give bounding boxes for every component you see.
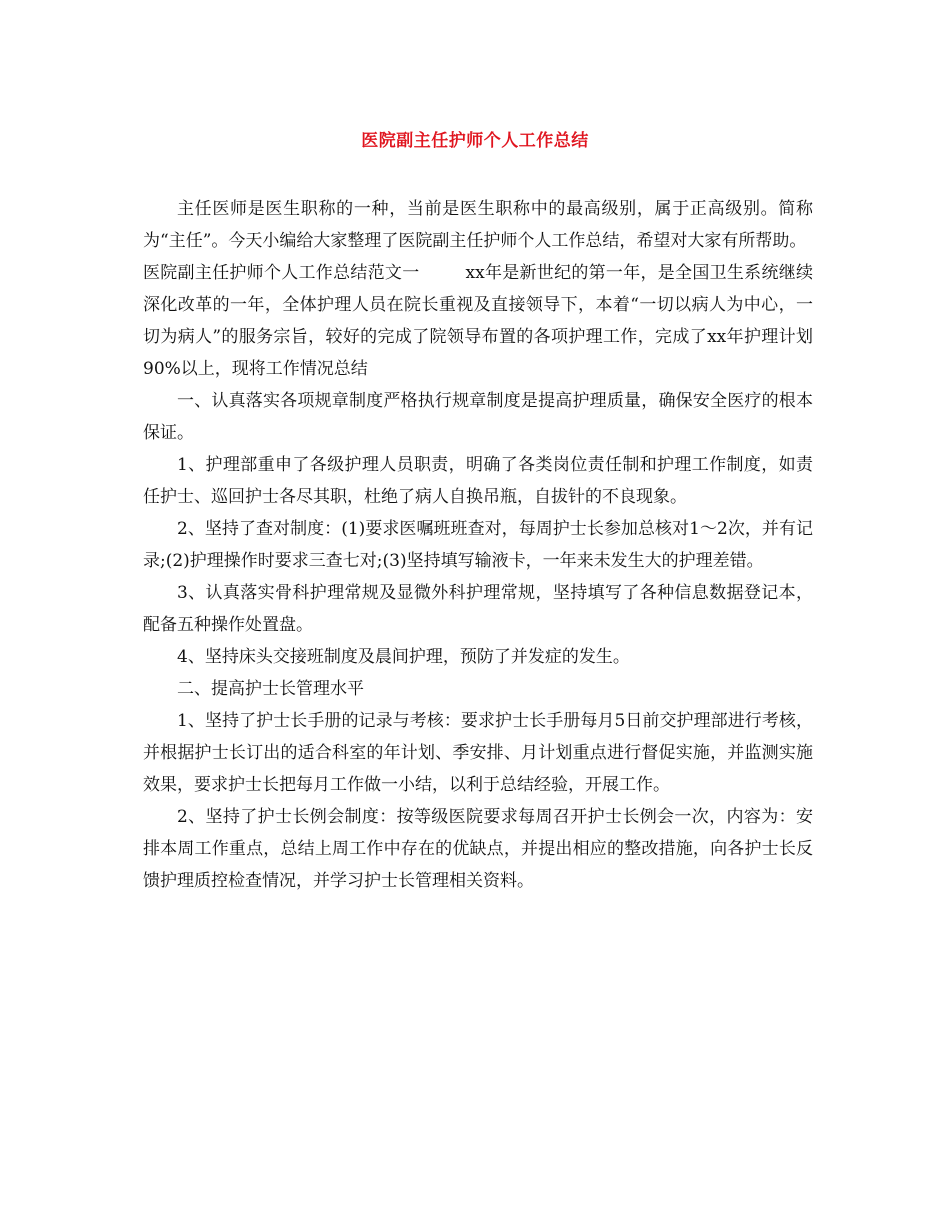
- body-paragraph: 2、坚持了查对制度：(1)要求医嘱班班查对，每周护士长参加总核对1～2次，并有记录;(2)护理操作时要求三查七对;(3)坚持填写输液卡，一年来未发生大的护理差错。: [143, 519, 813, 571]
- body-paragraph: 2、坚持了护士长例会制度：按等级医院要求每周召开护士长例会一次，内容为：安排本周工作重点，总结上周工作中存在的优缺点，并提出相应的整改措施，向各护士长反馈护理质控检查情况，并学习护士长管理相关资料。: [143, 807, 813, 891]
- sample-heading: 医院副主任护师个人工作总结范文一: [143, 263, 420, 283]
- document-title: 医院副主任护师个人工作总结: [361, 131, 589, 151]
- body-paragraph: 1、护理部重申了各级护理人员职责，明确了各类岗位责任制和护理工作制度，如责任护士、巡回护士各尽其职，杜绝了病人自换吊瓶，自拔针的不良现象。: [143, 455, 813, 507]
- body-paragraph: 一、认真落实各项规章制度严格执行规章制度是提高护理质量，确保安全医疗的根本保证。: [143, 391, 813, 443]
- body-paragraph: 3、认真落实骨科护理常规及显微外科护理常规，坚持填写了各种信息数据登记本，配备五种操作处置盘。: [143, 583, 813, 635]
- document-body: [143, 193, 813, 897]
- sample-body: xx年是新世纪的第一年，是全国卫生系统继续深化改革的一年，全体护理人员在院长重视及直接领导下，本着“一切以病人为中心，一切为病人”的服务宗旨，较好的完成了院领导布置的各项护理工作，完成了xx年护理计划90%以上，现将工作情况总结: [143, 263, 814, 379]
- body-paragraph: 1、坚持了护士长手册的记录与考核：要求护士长手册每月5日前交护理部进行考核，并根据护士长订出的适合科室的年计划、季安排、月计划重点进行督促实施，并监测实施效果，要求护士长把每月工作做一小结，以利于总结经验，开展工作。: [143, 711, 813, 795]
- intro-paragraph: 主任医师是医生职称的一种，当前是医生职称中的最高级别，属于正高级别。简称为“主任”。今天小编给大家整理了医院副主任护师个人工作总结，希望对大家有所帮助。: [143, 199, 813, 251]
- section-heading: 二、提高护士长管理水平: [177, 679, 364, 699]
- body-paragraph: 4、坚持床头交接班制度及晨间护理，预防了并发症的发生。: [177, 647, 630, 667]
- sample-paragraph: [143, 257, 813, 385]
